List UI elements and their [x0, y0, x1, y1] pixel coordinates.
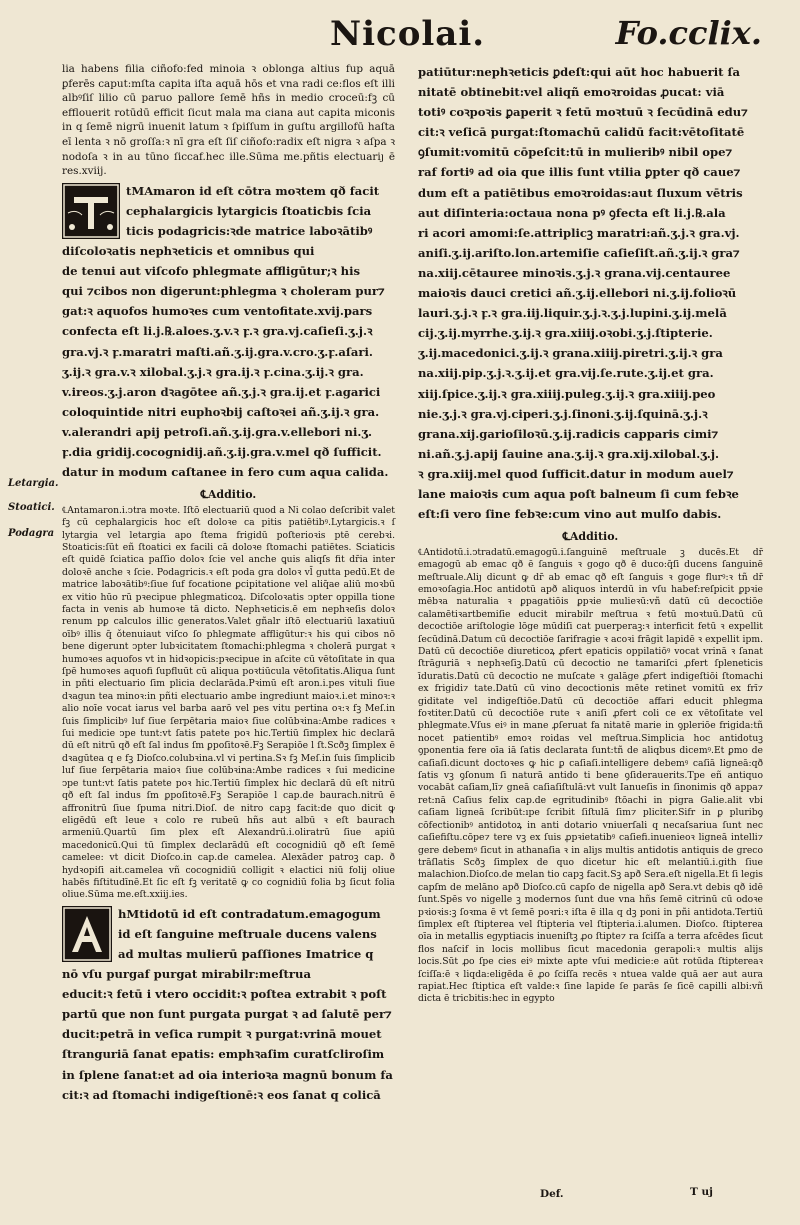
antidotum-line-3: ad multas mulierū paſſiones Imatrice q [118, 946, 374, 961]
right-line-7: dum eſt a patiētibus emoꝛroidas:aut ſluxum vētris [418, 185, 743, 200]
right-line-9: ri acori amomi:ſe.attriplicꝫ maratri:añ.ʒ.j.ꝛ gra.vj. [418, 225, 740, 240]
decorated-initial-a [62, 906, 112, 962]
margin-note-podagra: Podagra [8, 528, 55, 539]
right-commentary: ℄Antidotū.i.ↄtradatū.emagogū.i.ſanguinē meſtruale ꝫ ducēs.Et dr̄ emagogū ab emac qð ē ſanguis ꝛ gogo qð ē duco:q̄ſi ducens ſanguinē meſtruale.Aliȷ dicunt ꝙ dr̄ ab emac qð eſt ſanguis ꝛ goge flurꝰ:ꝛ tñ dr̄ emoꝛoſagia.Hoc antidotū apð aliquos interdū in vſu habef:reſpicit ꝑpꝛie mēbꝛa naturalia ꝛ ꝑpagatiōis ꝑpꝛie mulieꝛū:vñ datū cū decoctiōe calamētiꝛartbemiſie educit mirabilr meſtrua ꝛ fetū moꝛtuū.Datū cū decoctiōe ariſtologie lōge mūdiſi cat puerperaꝫ:ꝛ interficit fetū ꝛ expellit ſecūdinā.Datum cū decoctiōe ſarifragie ꝛ acoꝛi frāgit lapidē ꝛ expellit ipm. Datū cū decoctiōe diureticoꝝ ꝓfert epaticis oppilatiōꝰ vocat vrinā ꝛ ſanat ſtrāguriā ꝛ nephꝛeſiꝫ.Datū cū decoctio ne tamariſci ꝓfert ſpleneticis īduratis.Datū cū decoctio ne muſcate ꝛ galāge ꝓfert indigeſtiōi ſtomachi ex frigidi⁊ tate.Datū cū vino decoctionis mēte retinet vomitū ex frī⁊ giditate vel indigeſtiōe.Datū cū decoctiōe affari educit phlegma foꝛtiter.Datū cū decoctiōe rute ꝛ aniſi ꝓfert coli ce ex vētoſitate vel phlegmate.Vſus eiꝰ in mane ꝓſeruat fa nitatē marie in ꝯpleriōe frigida:tñ nocet patientibꝰ emoꝛ roidas vel meſtrua.Simplicia hoc antidotuꝫ ꝯponentia fere oīa iā ſatis declarata ſunt:tñ de aliqbus dicemꝰ.Et ꝑmo de caſiaſi.dicunt doctoꝛes ꝙ hic ꝑ caſiaſi.intelligere debemꝰ caſiā ligneā:qð ſatis vꝫ ꝯſonum ſi naturā antido ti bene ꝯſiderauerits.Tpe eñ antiquo vocabāt caſiam,lī⁊ gneā caſiaſiſtulā:vt vult Ianueſis in ſinonimis qð appa⁊ ret:nā Caſius felix cap.de egritudinibꝰ ſtōachi in pigra Galie.alit vbi caſiam ligneā ſcribūt:ıpe ſcribit ſiſtulā ſim⁊ pliciter.Sifr in ꝑ pluribꝯ cōfectionibꝰ antidotoꝝ in anti dotario vniuerſali q necaſsariua ſunt nec caſiefiſtu.cōpe⁊ tere vꝫ ex ſuis ꝓpꝛietatibꝰ caſiefi.inuenieoꝛ ligneā intelli⁊ gere debemꝰ ſicut in athanaſia ꝛ in aliȷs multis antidotis antiquis de greco trāſlatis Scðꝫ ſimplex de quo dicetur hic eſt melantiū.i.gith ſiue malachion.Dioſco.de melan tio capꝫ facit.Sꝫ apð Sera.eſt nigella.Et ſi legis capſm de melāno apð Dioſco.cū capſo de nigella apð Sera.vt debis qð idē ſunt.Spēs vo nigelle ꝫ modernos ſunt due vna hñs ſemē citrinū cū odoꝛe pꝛioꝛis:ꝫ ſoꝛma ē vt ſemē poꝛri:ꝛ iſta ē illa q dꝫ poni in pñi antidota.Tertiū ſimplex eſt ſtipterea vel ſtipteria vel ſtipteria.i.alumen. Dioſco. ſtipterea oīa in metallis egyptiacis inueniſtꝫ ꝓo ſtipte⁊ ra ſciſſa a terra afcēdes ſicut flos naſcif in locis mollibus ſicut macedonia gerapoli:ꝛ multis alijs locis.Sūt ꝓo ſpe cies eiꝰ mixte apte vſui medicie:e aūt rotūda ſtiptereaꝛ ſciſſa:ē ꝛ liqda:eligēda ē ꝓo ſciſſa recēs ꝛ ntuea valde quā aer aut aura rapiat.Hec ſtiptica eſt valde:ꝛ ſine lapide ſe parās ſe ſicē capilli albi:vñ dicta ē tricbitis:hec in egypto [418, 546, 763, 1005]
right-line-4: cit:ꝛ veſicā purgat:ſtomachū calidū facit:vētoſitatē [418, 125, 745, 140]
tamaron-section [62, 181, 395, 482]
decorated-initial-t [62, 183, 120, 239]
right-line-17: xiij.ſpice.ʒ.ij.ꝛ gra.xiiij.puleg.ʒ.ij.ꝛ gra.xiiij.peo [418, 386, 716, 401]
right-line-21: ꝛ gra.xiij.mel quod ſufficit.datur in modum auel⁊ [418, 466, 734, 481]
tamaron-line-12: coloquintide nitri euphoꝛbij caſtoꝛei añ.ʒ.ij.ꝛ gra. [62, 404, 380, 419]
right-line-8: aut diſinteria:octaua nona pꝰ ꝯfecta eſt li.j.℞.ala [418, 205, 726, 220]
right-line-19: grana.xij.garioſiloꝛū.ʒ.ij.radicis capparis cimi⁊ [418, 426, 719, 441]
tamaron-line-1: tMAmaron id eſt cōtra moꝛtem qð facit [126, 183, 380, 198]
right-line-12: maioꝛis dauci cretici añ.ʒ.ij.ellebori ni.ʒ.ij.folioꝛū [418, 286, 737, 301]
right-recipe [418, 62, 763, 524]
tamaron-line-15: datur in modum caſtanee in fero cum aqua calida. [62, 465, 389, 480]
margin-note-letargia: Letargia. [8, 478, 59, 489]
tamaron-line-6: qui ⁊cibos non digerunt:phlegma ꝛ choleram pur⁊ [62, 284, 385, 299]
folio-number: Fo.cclix. [615, 14, 762, 52]
right-line-5: ꝯſumit:vomitū cōpeſcit:tū in mulieribꝰ nibil ope⁊ [418, 145, 733, 160]
running-title: Nicolai. [330, 14, 486, 54]
header [0, 12, 800, 58]
antidotum-line-4: nō vſu purgaf purgat mirabilr:meſtrua [62, 967, 311, 982]
right-line-1: patiūtur:nephꝛeticis ꝑdeſt:qui aūt hoc habuerit ſa [418, 65, 741, 79]
tamaron-line-2: cephalargicis lytargicis ſtoaticbis ſcia [126, 203, 372, 218]
catchword: Def. [540, 1188, 564, 1200]
antidotum-line-9: in ſplene ſanat:et ad oia interioꝛa magnū bonum fa [62, 1067, 393, 1082]
left-commentary: ℄Antamaron.i.ↄtra moꝛte. Iſtō electuariū quod a Ni colao deſcribit valet fꝫ cū cephalargicis hoc eſt doloꝛe ca pitis patiētibꝰ.Lytargicis.ꝛ ſ lytargia vel letargia apo ſtema frigidū poſterioꝛis ptē cerebꝛi. Stoaticis:ſūt eñ ſtoatici ex facili cā doloꝛe ſtomachi patiētes. Sciaticis eſt quidē ſciatica paſſio doloꝛ ſcie vel anche ꝗuis aliqſs fit dr̄ia inter doloꝛē anche ꝛ ſcie. Podagricis.ꝛ eſt poda gra doloꝛ vl̄ gutta pedū.Et de matrice laboꝛātibꝰ:ſiue ſuf focatione ꝑcipitatione vel aliq̄ae aliū moꝛbū ex vitio hūo rū pꝛecipue phlegmaticoꝝ. Diſcoloꝛatis ↄpter oppilla tione facta in venis ab humoꝛe tā dicto. Nephꝛeticis.ē em nephꝛeſis doloꝛ renum pꝑ calculos illic generatos.Valet gñalr iſtō electuariū laxatiuū oībꝰ illis q̄ ǒtenuiaut viſco ſo phlegmate affligūtur:ꝛ his qui cibos nō bene digerunt ↄpter lubꝛicitatem ſtomachi:phlegma ꝛ cholerā purgat ꝛ humoꝛes aquofos vt in hidꝛopicis:pꝛecipue in aſcite cū vētoſitate in qua ſpē humoꝛes aquofi ſupfluūt cū aliqua poꝛtiūcula vētoſitatis.Aliqua ſunt in pñti electuario ſim plicia declarāda.Pꝛimū eſt aron.i.pes vituli ſiue dꝛagun tea minoꝛ:in pñti electuario ambe ingrediunt maioꝛ.i.et minoꝛ:ꝛ alio noīe vocat iarus vel barba aarō vel pes vitu pertina oꝛ:ꝛ fꝫ Meſ.in ſuis ſimplicibꝰ luf ſiue ſerpētaria maioꝛ ſiue colūbꝛina:Ambe radices ꝛ ſui medicie ↄpe tunt:vt ſatis patete poꝛ hic.Tertiū ſimplex hic declarā dū eſt nitrū qð eſt ſal indus ſm ꝑpoſitoꝛē.Fꝫ Serapiōe l ſt.Scðꝫ ſimplex ē dꝛagūtea q e fꝫ Dioſco.colubꝛina.vl vi pertina.Sꝛ fꝫ Meſ.in ſuis ſimplicib luf ſiue ſerpētaria maioꝛ ſiue colūbꝛina:Ambe radices ꝛ ſui medicine ↄpe tunt:vt ſatis patete poꝛ hic.Tertiū ſimplex hic declarā dū eſt nitrū qð eſt ſal indus ſm ꝑpoſitoꝛē.Fꝫ Serapiōe l cap.de baurach.nitrū ē affronitrū ſiue ſpuma nitri.Dioſ. de nitro capꝫ facit:de quo dicit ꝙ eligēdū eſt leue ꝛ colo re rubeū hñs aut albū ꝛ eſt baurach armeniū.Quartū ſim plex eſt Alexandrū.i.oliratrū ſiue apiū macedonicū.Qui tū ſimplex declarādū eſt cocognidiū qð eſt ſemē camelee: vt dicit Dioſco.in cap.de camelea. Alexāder patroꝫ cap. ð hydꝛopiſi ait.camelea vñ cocognidiū colligit ꝛ elactici niū folij oliue habēs fiſtitudīnē.Et ſic eſt fꝫ veritatē ꝙ co cognidiū folia bꝫ ſicut folia oliue.Sūma me.eſt.xxiij.ies. [62, 504, 395, 901]
additio-heading-left: ℄Additio. [200, 488, 257, 502]
antidotum-line-10: cit:ꝛ ad ſtomachi indigeſtionē:ꝛ eos ſanat q colicā [62, 1087, 381, 1102]
right-line-10: aniſi.ʒ.ij.ariſto.lon.artemiſie caſieſiſt.añ.ʒ.ij.ꝛ gra⁊ [418, 245, 740, 260]
tamaron-line-4: diſcoloꝛatis nephꝛeticis et omnibus qui [62, 244, 315, 259]
left-paragraph-1: lia habens filia ciñofo:fed minoia ꝛ oblonga altius fup aquā ꝑferēs caput:mſta capita iſta aquā hōs et vna radi ce:flos eſt illi albꝰſiſ lilio cū paruo pallore ſemē hñs in medio croceū:fꝫ cū efflouerit rotūdū efficit ſicut mala ma ciana aut capita miconis in q ſemē nigrū inuenit latum ꝛ ſpiſſum in guſtu argillofū haſta eī lenta ꝛ nō groſſa:ꝛ nī gra eſt ſiſ ciñofo:radix eſt nigra ꝛ aſpa ꝛ nodoſa ꝛ in au tūno ſiccaf.hec ille.Sūma me.pñtis electuariȷ ē res.xviij. [62, 63, 395, 178]
tamaron-line-8: confecta eſt li.j.℞.aloes.ʒ.v.ꝛ ꝼ.ꝛ gra.vj.caſieſi.ʒ.j.ꝛ [62, 324, 373, 339]
right-line-2: nitatē obtinebit:vel aliqñ emoꝛroidas ꝓucat: viā [418, 85, 725, 100]
tamaron-line-3: ticis podagricis:ꝛde matrice laboꝛātibꝰ [126, 223, 373, 238]
antidotum-line-7: ducit:petrā in veſica rumpit ꝛ purgat:vrinā mouet [62, 1027, 382, 1042]
tamaron-line-11: v.ireos.ʒ.j.aron dꝛagōtee añ.ʒ.j.ꝛ gra.ij.et ꝼ.agarici [62, 384, 381, 399]
antidotum-section [62, 904, 395, 1105]
tamaron-line-14: ꝼ.dia gridij.cocognidij.añ.ʒ.ij.gra.v.mel qð ſufficit. [62, 444, 382, 459]
tamaron-line-10: ʒ.ij.ꝛ gra.v.ꝛ xilobal.ʒ.j.ꝛ gra.ij.ꝛ ꝼ.cina.ʒ.ij.ꝛ gra. [62, 364, 364, 379]
right-line-16: na.xiij.pip.ʒ.j.ꝛ.ʒ.ij.et gra.vij.ſe.rute.ʒ.ij.et gra. [418, 366, 714, 381]
antidotum-line-5: educit:ꝛ fetū i vtero occidit:ꝛ poſtea extrabit ꝛ poſt [62, 987, 387, 1002]
right-line-6: raf fortiꝰ ad oia que illis ſunt vtilia ꝑpter qð caue⁊ [418, 165, 741, 180]
right-line-15: ʒ.ij.macedonici.ʒ.ij.ꝛ grana.xiiij.piretri.ʒ.ij.ꝛ gra [418, 346, 723, 361]
right-line-13: lauri.ʒ.j.ꝛ ꝼ.ꝛ gra.iij.liquir.ʒ.j.ꝛ.ʒ.j.lupini.ʒ.ij.melā [418, 306, 727, 321]
antidotum-line-1: hMtidotū id eſt contradatum.emagogum [118, 906, 381, 921]
right-line-3: totiꝰ coꝛpoꝛis ꝑaperit ꝛ fetū moꝛtuū ꝛ ſecūdinā edu⁊ [418, 105, 748, 120]
tamaron-line-9: gra.vj.ꝛ ꝼ.maratri maſti.añ.ʒ.ij.gra.v.cro.ʒ.ꝼ.aſari. [62, 344, 373, 359]
antidotum-line-6: partū que non ſunt purgata purgat ꝛ ad ſalutē per⁊ [62, 1007, 392, 1022]
right-column [418, 62, 763, 1008]
tamaron-line-5: de tenui aut viſcofo phlegmate affligūtur;ꝛ his [62, 264, 360, 279]
additio-heading-right: ℄Additio. [562, 530, 619, 544]
right-line-14: cij.ʒ.ij.myrrhe.ʒ.ij.ꝛ gra.xiiij.oꝛobi.ʒ.j.ſtipterie. [418, 326, 713, 341]
right-line-23: eſt:ſi vero ſine febꝛe:cum vino aut mulſo dabis. [418, 507, 722, 522]
right-line-22: lane maioꝛis cum aqua poſt balneum ſi cum febꝛe [418, 486, 739, 501]
right-line-11: na.xiij.cētauree minoꝛis.ʒ.j.ꝛ grana.vij.centauree [418, 265, 731, 280]
tamaron-line-13: v.alerandri apij petroſi.añ.ʒ.ij.gra.v.ellebori ni.ʒ. [62, 424, 373, 439]
antidotum-line-2: id eſt ſanguine meſtruale ducens valens [118, 926, 377, 941]
right-line-18: nie.ʒ.j.ꝛ gra.vj.ciperi.ʒ.j.ſinoni.ʒ.ij.ſquinā.ʒ.j.ꝛ [418, 406, 708, 421]
margin-note-stoatici: Stoatici. [8, 502, 55, 513]
antidotum-line-8: ſtranguriā ſanat epatis: emphꝛaſim curatſcliroſim [62, 1047, 385, 1062]
left-column [62, 62, 395, 1105]
signature-mark: T uj [690, 1186, 713, 1198]
right-line-20: ni.añ.ʒ.j.apij ſauine ana.ʒ.ij.ꝛ gra.xij.xilobal.ʒ.j. [418, 446, 720, 461]
tamaron-line-7: gat:ꝛ aquofos humoꝛes cum ventofitate.xvij.pars [62, 304, 373, 319]
